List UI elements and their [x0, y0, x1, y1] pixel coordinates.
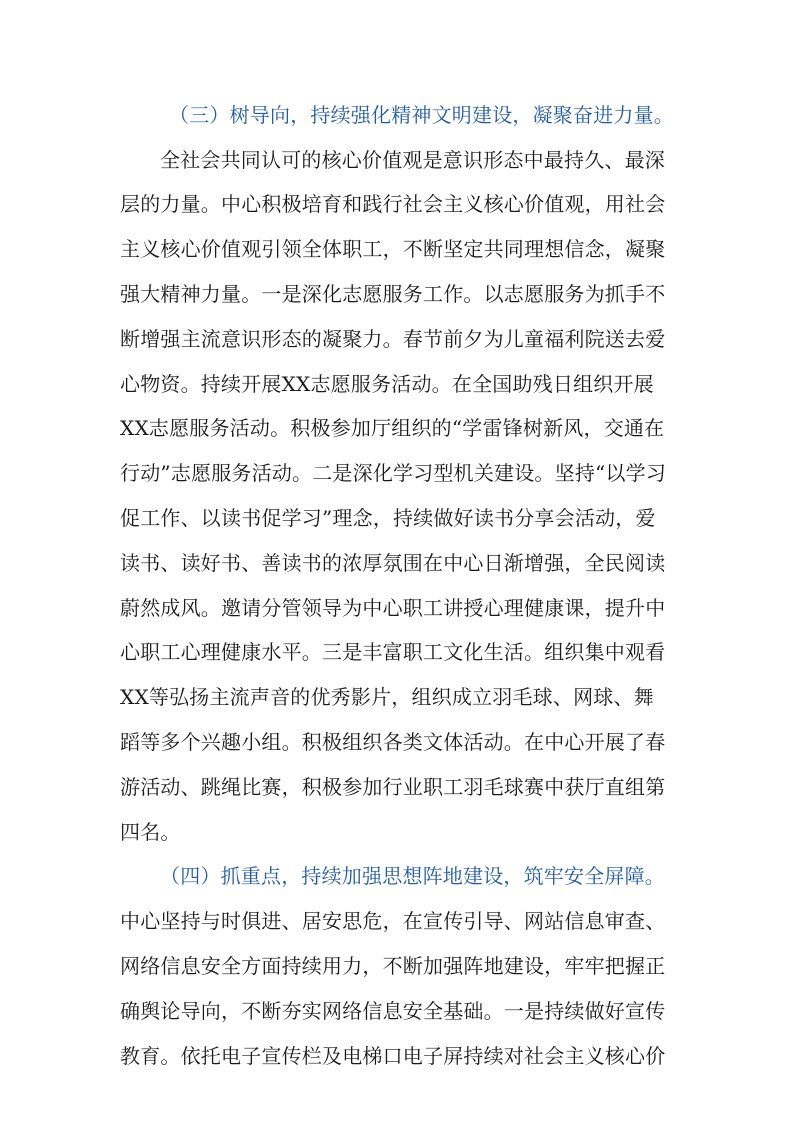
paragraph-line: XX等弘扬主流声音的优秀影片，组织成立羽毛球、网球、舞 — [120, 685, 654, 709]
paragraph-line: 断增强主流意识形态的凝聚力。春节前夕为儿童福利院送去爱 — [120, 327, 666, 351]
paragraph-line: 网络信息安全方面持续用力，不断加强阵地建设，牢牢把握正 — [120, 954, 666, 978]
paragraph-line: 四名。 — [120, 820, 181, 844]
paragraph-line: 主义核心价值观引领全体职工，不断坚定共同理想信念，凝聚 — [120, 237, 666, 261]
paragraph-line: 读书、读好书、善读书的浓厚氛围在中心日渐增强，全民阅读 — [120, 551, 666, 575]
paragraph-line: 促工作、以读书促学习”理念，持续做好读书分享会活动，爱 — [120, 506, 656, 530]
paragraph-line: 确舆论导向，不断夯实网络信息安全基础。一是持续做好宣传 — [120, 999, 666, 1023]
paragraph-line: 中心坚持与时俱进、居安思危，在宣传引导、网站信息审查、 — [120, 909, 666, 933]
paragraph-line: 行动”志愿服务活动。二是深化学习型机关建设。坚持“以学习 — [120, 461, 667, 485]
paragraph-line: 心物资。持续开展XX志愿服务活动。在全国助残日组织开展 — [120, 372, 654, 396]
section-heading-3: （三）树导向，持续强化精神文明建设，凝聚奋进力量。 — [169, 103, 674, 127]
paragraph-line: 蹈等多个兴趣小组。积极组织各类文体活动。在中心开展了春 — [120, 730, 666, 754]
paragraph-line: 心职工心理健康水平。三是丰富职工文化生活。组织集中观看 — [120, 640, 666, 664]
paragraph-line: 游活动、跳绳比赛，积极参加行业职工羽毛球赛中获厅直组第 — [120, 775, 666, 799]
paragraph-line: 全社会共同认可的核心价值观是意识形态中最持久、最深 — [160, 148, 665, 172]
section-heading-4: （四）抓重点，持续加强思想阵地建设，筑牢安全屏障。 — [160, 864, 665, 888]
paragraph-line: XX志愿服务活动。积极参加厅组织的“学雷锋树新风，交通在 — [120, 416, 665, 440]
paragraph-line: 蔚然成风。邀请分管领导为中心职工讲授心理健康课，提升中 — [120, 596, 666, 620]
paragraph-line: 强大精神力量。一是深化志愿服务工作。以志愿服务为抓手不 — [120, 282, 666, 306]
paragraph-line: 层的力量。中心积极培育和践行社会主义核心价值观，用社会 — [120, 192, 666, 216]
paragraph-line: 教育。依托电子宣传栏及电梯口电子屏持续对社会主义核心价 — [120, 1044, 666, 1068]
